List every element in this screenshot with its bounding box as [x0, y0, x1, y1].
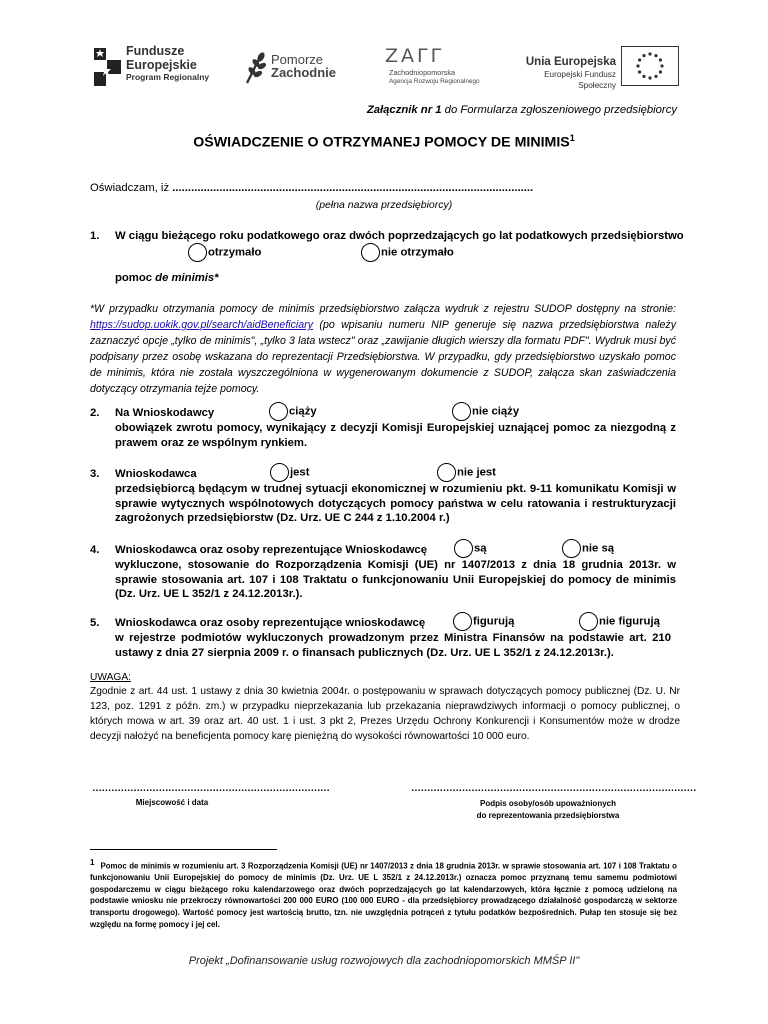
- pz-line2: Zachodnie: [271, 65, 337, 80]
- signature-label-1: Podpis osoby/osób upoważnionych: [479, 799, 616, 808]
- ue-line1: Unia Europejska: [525, 56, 616, 68]
- uwaga-title: UWAGA:: [90, 672, 131, 683]
- footnote-mark: 1: [90, 858, 95, 867]
- section-2-number: 2.: [90, 407, 100, 419]
- radio-nie-jest[interactable]: [437, 463, 456, 482]
- signature-dots[interactable]: ………………………………………………………………………………: [411, 783, 696, 794]
- option-ciazy[interactable]: [269, 402, 317, 421]
- logo-fundusze-europejskie: [92, 42, 222, 92]
- wheat-icon: [243, 49, 269, 85]
- eu-flag-icon: [621, 46, 679, 86]
- option-otrzymalo-label: otrzymało: [208, 246, 262, 259]
- zarr-mark: ZAΓΓ: [385, 45, 445, 67]
- annex-line: [367, 104, 677, 116]
- option-otrzymalo[interactable]: [188, 243, 261, 262]
- radio-nie-sa[interactable]: [562, 539, 581, 558]
- radio-otrzymalo[interactable]: [188, 243, 207, 262]
- option-nie-jest-label: nie jest: [457, 466, 496, 479]
- section-5-text: w rejestrze podmiotów wykluczonych prowadzonym przez Ministra Finansów na podstawie art. 210 ustawy z dnia 27 sierpnia 2009 r. o finansach publicznych (Dz. Urz. UE L 352/1 z 24.12.2013r.).: [115, 631, 671, 659]
- section-5-number: 5.: [90, 617, 100, 629]
- logo-unia-europejska: [516, 46, 681, 88]
- pz-line1: Pomorze: [271, 52, 324, 67]
- section-4-lead: Wnioskodawca oraz osoby reprezentujące Wnioskodawcę: [115, 544, 427, 556]
- annex-rest: do Formularza zgłoszeniowego przedsiębiorcy: [441, 104, 677, 116]
- option-nie-ciazy-label: nie ciąży: [472, 405, 520, 418]
- sudop-link[interactable]: https://sudop.uokik.gov.pl/search/aidBeneficiary: [90, 318, 313, 331]
- radio-figuruja[interactable]: [453, 612, 472, 631]
- note-part2: (po wpisaniu numeru NIP generuje się nazwa przedsiębiorstwa należy zaznaczyć opcje „tylko de minimis", „tylko 3 lata wstecz" oraz „zawijanie długich wierszy dla formatu PDF". Wydruk musi być podpisany przez osobę wskazana do reprezentacji Przedsiębiorstwa. W przypadku, gdy przedsiębiorstwo uzyskało pomoc de minimis, która nie została wyszczególniona w wygenerowanym dokumencie z SUDOP, załącza skan zaświadczenia dotyczący otrzymania tejże pomocy.: [90, 318, 676, 395]
- option-jest-label: jest: [290, 466, 310, 479]
- radio-ciazy[interactable]: [269, 402, 288, 421]
- option-nie-figuruja-label: nie figurują: [599, 615, 660, 628]
- radio-jest[interactable]: [270, 463, 289, 482]
- logo-pomorze-zachodnie: [243, 45, 343, 90]
- section-1-number: 1.: [90, 230, 100, 242]
- logo-zarr: [385, 45, 505, 93]
- option-nie-jest[interactable]: [437, 463, 496, 482]
- option-nie-sa[interactable]: [562, 539, 614, 558]
- company-name-field[interactable]: ...................................................................................................................: [172, 182, 534, 194]
- option-figuruja[interactable]: [453, 612, 514, 631]
- annex-bold: Załącznik nr 1: [366, 104, 442, 116]
- page-title: [0, 133, 768, 151]
- sudop-note: [90, 302, 676, 397]
- option-nie-otrzymalo[interactable]: [361, 243, 454, 262]
- title-text: OŚWIADCZENIE O OTRZYMANEJ POMOCY DE MINIMIS: [193, 134, 570, 151]
- option-sa[interactable]: [454, 539, 487, 558]
- note-part1: *W przypadku otrzymania pomocy de minimis przedsiębiorstwo załącza wydruk z rejestru SUDOP dostępny na stronie:: [90, 303, 676, 315]
- footnote-separator: [90, 849, 277, 850]
- option-nie-sa-label: nie są: [582, 542, 615, 555]
- section-1-tail: [115, 272, 219, 284]
- option-sa-label: są: [474, 542, 487, 555]
- fe-line2: Europejskie: [126, 58, 197, 72]
- section-4-text: wykluczone, stosowanie do Rozporządzenia Komisji (UE) nr 1407/2013 z dnia 18 grudnia 2013r. w sprawie stosowania art. 107 i 108 Traktatu o funkcjonowaniu Unii Europejskiej do pomocy de minimis (Dz. Urz. UE L 352/1 z 24.12.2013r.).: [115, 558, 676, 601]
- radio-nie-otrzymalo[interactable]: [361, 243, 380, 262]
- footnote-text: Pomoc de minimis w rozumieniu art. 3 Rozporządzenia Komisji (UE) nr 1407/2013 z dnia 18 grudnia 2013r. w sprawie stosowania art. 107 i 108 Traktatu o funkcjonowaniu Unii Europejskiej do pomocy de minimis (Dz. Urz. UE L 352/1 z 24.12.2013r.) oznacza pomoc przyznaną temu samemu podmiotowi gospodarczemu w ciągu bieżącego roku kalendarzowego oraz dwóch poprzedzających go lat kalendarzowych, która łącznie z pomocą udzieloną na podstawie wniosku nie przekroczy równowartości 200 000 EURO (100 000 EURO - dla przedsiębiorcy prowadzącego działalność gospodarczą w sektorze transportu drogowego). Wartość pomocy jest wartością brutto, tzn. nie uwzględnia potrąceń z tytułu podatków bezpośrednich. Pułap ten stosuje się bez względu na formę pomocy i jej cel.: [90, 861, 677, 929]
- fe-line3: Program Regionalny: [126, 72, 210, 82]
- option-nie-otrzymalo-label: nie otrzymało: [381, 246, 454, 259]
- option-ciazy-label: ciąży: [289, 405, 317, 418]
- signature-label-2: do reprezentowania przedsiębiorstwa: [476, 811, 620, 820]
- radio-nie-figuruja[interactable]: [579, 612, 598, 631]
- option-nie-figuruja[interactable]: [579, 612, 660, 631]
- section-5-lead: Wnioskodawca oraz osoby reprezentujące wnioskodawcę: [115, 617, 426, 629]
- section-1-text: W ciągu bieżącego roku podatkowego oraz dwóch poprzedzających go lat podatkowych przedsiębiorstwo: [115, 230, 684, 242]
- option-jest[interactable]: [270, 463, 309, 482]
- tail-a: pomoc: [115, 272, 156, 284]
- section-2-text: obowiązek zwrotu pomocy, wynikający z decyzji Komisji Europejskiej uznającej pomoc za niezgodną z prawem oraz ze wspólnym rynkiem.: [115, 421, 676, 449]
- section-4-number: 4.: [90, 544, 100, 556]
- uwaga-text: Zgodnie z art. 44 ust. 1 ustawy z dnia 30 kwietnia 2004r. o postępowaniu w sprawach dotyczących pomocy publicznej (Dz. U. Nr 123, poz. 1291 z późn. zm.) w przypadku nieprzekazania lub przekazania nieprawdziwych informacji o pomocy publicznej, o których mowa w art. 39 oraz art. 40 ust. 1 i ust. 3 pkt 2, Prezes Urzędu Ochrony Konkurencji i Konsumentów może w drodze decyzji nałożyć na beneficjenta pomocy karę pieniężną do wysokości równowartości 10 000 euro.: [90, 685, 680, 743]
- project-footer: Projekt „Dofinansowanie usług rozwojowych dla zachodniopomorskich MMŚP II": [188, 955, 580, 967]
- declare-label: Oświadczam, iż: [90, 182, 173, 194]
- option-figuruja-label: figurują: [473, 615, 515, 628]
- option-nie-ciazy[interactable]: [452, 402, 519, 421]
- ue-line2: Europejski Fundusz Społeczny: [544, 70, 616, 90]
- radio-sa[interactable]: [454, 539, 473, 558]
- title-footnote-mark: 1: [569, 133, 575, 143]
- place-date-label: Miejscowość i data: [135, 798, 209, 807]
- signature-label: [418, 798, 678, 822]
- fe-line1: Fundusze: [126, 44, 185, 58]
- section-3-lead: Wnioskodawca: [115, 468, 197, 480]
- fe-star-icon: [92, 44, 122, 88]
- section-3-number: 3.: [90, 468, 100, 480]
- tail-b: de minimis*: [155, 272, 219, 284]
- footnote: [90, 857, 677, 930]
- section-3-text: przedsiębiorcą będącym w trudnej sytuacji ekonomicznej w rozumieniu pkt. 9-11 komunikatu Komisji w sprawie wytycznych wspólnotowych dotyczących pomocy państwa w celu ratowania i restrukturyzacji zagrożonych przedsiębiorstw (Dz. Urz. UE C 244 z 1.10.2004 r.): [115, 482, 676, 525]
- radio-nie-ciazy[interactable]: [452, 402, 471, 421]
- declaration-line: [90, 182, 533, 194]
- zarr-line2: Agencja Rozwoju Regionalnego: [389, 78, 480, 85]
- place-date-dots[interactable]: …………………………………………………………………: [92, 783, 330, 794]
- zarr-line1: Zachodniopomorska: [389, 68, 456, 77]
- section-2-lead: Na Wnioskodawcy: [115, 407, 215, 419]
- uwaga-block: [90, 671, 680, 744]
- declare-caption: (pełna nazwa przedsiębiorcy): [315, 199, 453, 211]
